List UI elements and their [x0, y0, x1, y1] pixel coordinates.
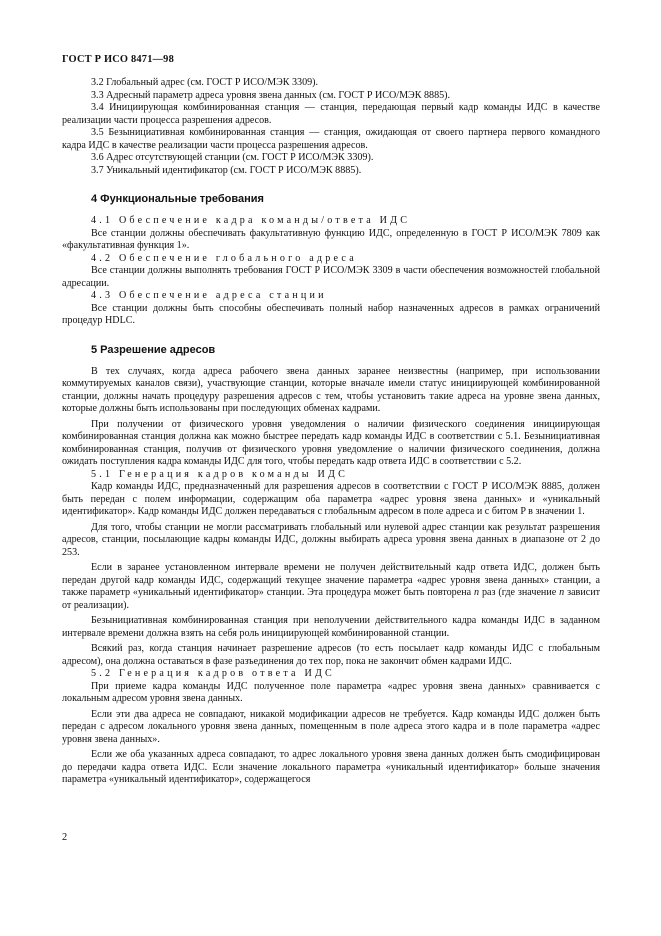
paragraph-3-text-a: Если в заранее установленном интервале времени не получен действительный кадр ответа ИДС, должен быть передан другой кадр команды ИДС, содержащий текущее значение параметра «адрес уровня звена данных» станции, а также параметр «уникальный идентификатор» станции. Эта процедура может быть повторена — [62, 562, 600, 598]
section-4-heading: 4 Функциональные требования — [91, 193, 264, 205]
section-5-paragraph-1: В тех случаях, когда адреса рабочего звена данных заранее неизвестны (например, при использовании коммутируемых каналов связи), участвующие станции, которые вначале имели статус инициирующей комбинированной станции, должны начать процедуру разрешения адресов с тем, чтобы установить такие адреса на уровне звена данных, которые должны быть использованы при последующих обменах кадрами. — [62, 365, 600, 414]
subsection-4-3-title: 4.3 Обеспечение адреса станции — [91, 290, 327, 301]
paragraph-3-text-c: зависит от реализации). — [62, 587, 601, 611]
variable-n: n — [559, 587, 565, 598]
subsection-5-1-paragraph-5: Всякий раз, когда станция начинает разрешение адресов (то есть посылает кадр команды ИДС с глобальным адресом), она должна оставаться в фазе разъединения до тех пор, пока не закончит обмен кадрами ИДС. — [62, 643, 600, 667]
page-number: 2 — [62, 832, 68, 843]
subsection-4-2-title: 4.2 Обеспечение глобального адреса — [91, 252, 357, 264]
paragraph-3-text-b: раз (где значение — [479, 587, 560, 598]
subsection-5-1-paragraph-2: Для того, чтобы станции не могли рассматривать глобальный или нулевой адрес станции как результат разрешения адресов, станции, посылающие кадры команды ИДС, должны выбирать адреса уровня звена данных в диапазоне от 2 до 253. — [62, 521, 600, 558]
definition-3-6: 3.6 Адрес отсутствующей станции (см. ГОСТ Р ИСО/МЭК 3309). — [91, 152, 374, 163]
subsection-5-2-paragraph-3: Если же оба указанных адреса совпадают, то адрес локального уровня звена данных должен быть смодифицирован до передачи кадра ответа ИДС. Если значение локального параметра «уникальный идентификатор» больше значения параметра «уникальный идентификатор», содержащегося — [62, 749, 600, 785]
subsection-5-1-paragraph-3 — [62, 562, 600, 612]
definition-3-4: 3.4 Инициирующая комбинированная станция — станция, передающая первый кадр команды ИДС в качестве реализации части процесса разрешения адресов. — [62, 102, 600, 126]
subsection-5-2-paragraph-1: При приеме кадра команды ИДС полученное поле параметра «адрес уровня звена данных» сравнивается с локальным адресом уровня звена данных. — [62, 680, 600, 704]
subsection-4-3-text: Все станции должны быть способны обеспечивать полный набор назначенных адресов в рамках ограничений процедур HDLC. — [62, 302, 600, 326]
section-5-paragraph-2: При получении от физического уровня уведомления о наличии физического соединения инициирующая комбинированная станция должна как можно быстрее передать кадр команды ИДС в соответствии с 5.1. Безынициативная комбинированная станция, получив от физического уровня уведомление о наличии физического соединения, должна ожидать поступления кадра команды ИДС для того, чтобы передать кадр ответа ИДС в соответствии с 5.2. — [62, 418, 600, 467]
definition-3-5: 3.5 Безынициативная комбинированная станция — станция, ожидающая от своего партнера первого командного кадра ИДС в качестве реализации части процесса разрешения адресов. — [62, 127, 600, 151]
definition-3-2: 3.2 Глобальный адрес (см. ГОСТ Р ИСО/МЭК 3309). — [91, 77, 319, 88]
subsection-5-2-paragraph-2: Если эти два адреса не совпадают, никакой модификации адресов не требуется. Кадр команды ИДС должен быть передан с адресом локального уровня звена данных, помещенным в поле адреса этого кадра и в поле параметра «адрес уровня звена данных». — [62, 708, 600, 745]
subsection-5-1-title: 5.1 Генерация кадров команды ИДС — [91, 468, 349, 480]
subsection-5-1-paragraph-1: Кадр команды ИДС, предназначенный для разрешения адресов в соответствии с ГОСТ Р ИСО/МЭК 8885, должен быть передан с полем информации, содержащим оба параметра «адрес уровня звена данных» и «уникальный идентификатор». Кадр команды ИДС должен передаваться с глобальным адресом в поле адреса и с битом P в значении 1. — [62, 481, 600, 517]
variable-n: n — [474, 587, 480, 598]
document-header: ГОСТ Р ИСО 8471—98 — [62, 54, 174, 65]
document-body — [62, 77, 600, 787]
subsection-4-1-title: 4.1 Обеспечение кадра команды/ответа ИДС — [91, 215, 411, 226]
definition-3-7: 3.7 Уникальный идентификатор (см. ГОСТ Р ИСО/МЭК 8885). — [91, 164, 362, 176]
definition-3-3: 3.3 Адресный параметр адреса уровня звена данных (см. ГОСТ Р ИСО/МЭК 8885). — [91, 89, 451, 101]
section-5-heading: 5 Разрешение адресов — [91, 343, 216, 356]
subsection-5-2-title: 5.2 Генерация кадров ответа ИДС — [91, 668, 335, 679]
subsection-4-2-text: Все станции должны выполнять требования ГОСТ Р ИСО/МЭК 3309 в части обеспечения возможностей глобальной адресации. — [62, 265, 600, 289]
subsection-5-1-paragraph-4: Безынициативная комбинированная станция при неполучении действительного кадра команды ИДС в заданном интервале времени должна взять на себя роль инициирующей комбинированной станции. — [62, 615, 600, 639]
subsection-4-1-text: Все станции должны обеспечивать факультативную функцию ИДС, определенную в ГОСТ Р ИСО/МЭК 7809 как «факультативная функция 1». — [62, 227, 600, 251]
